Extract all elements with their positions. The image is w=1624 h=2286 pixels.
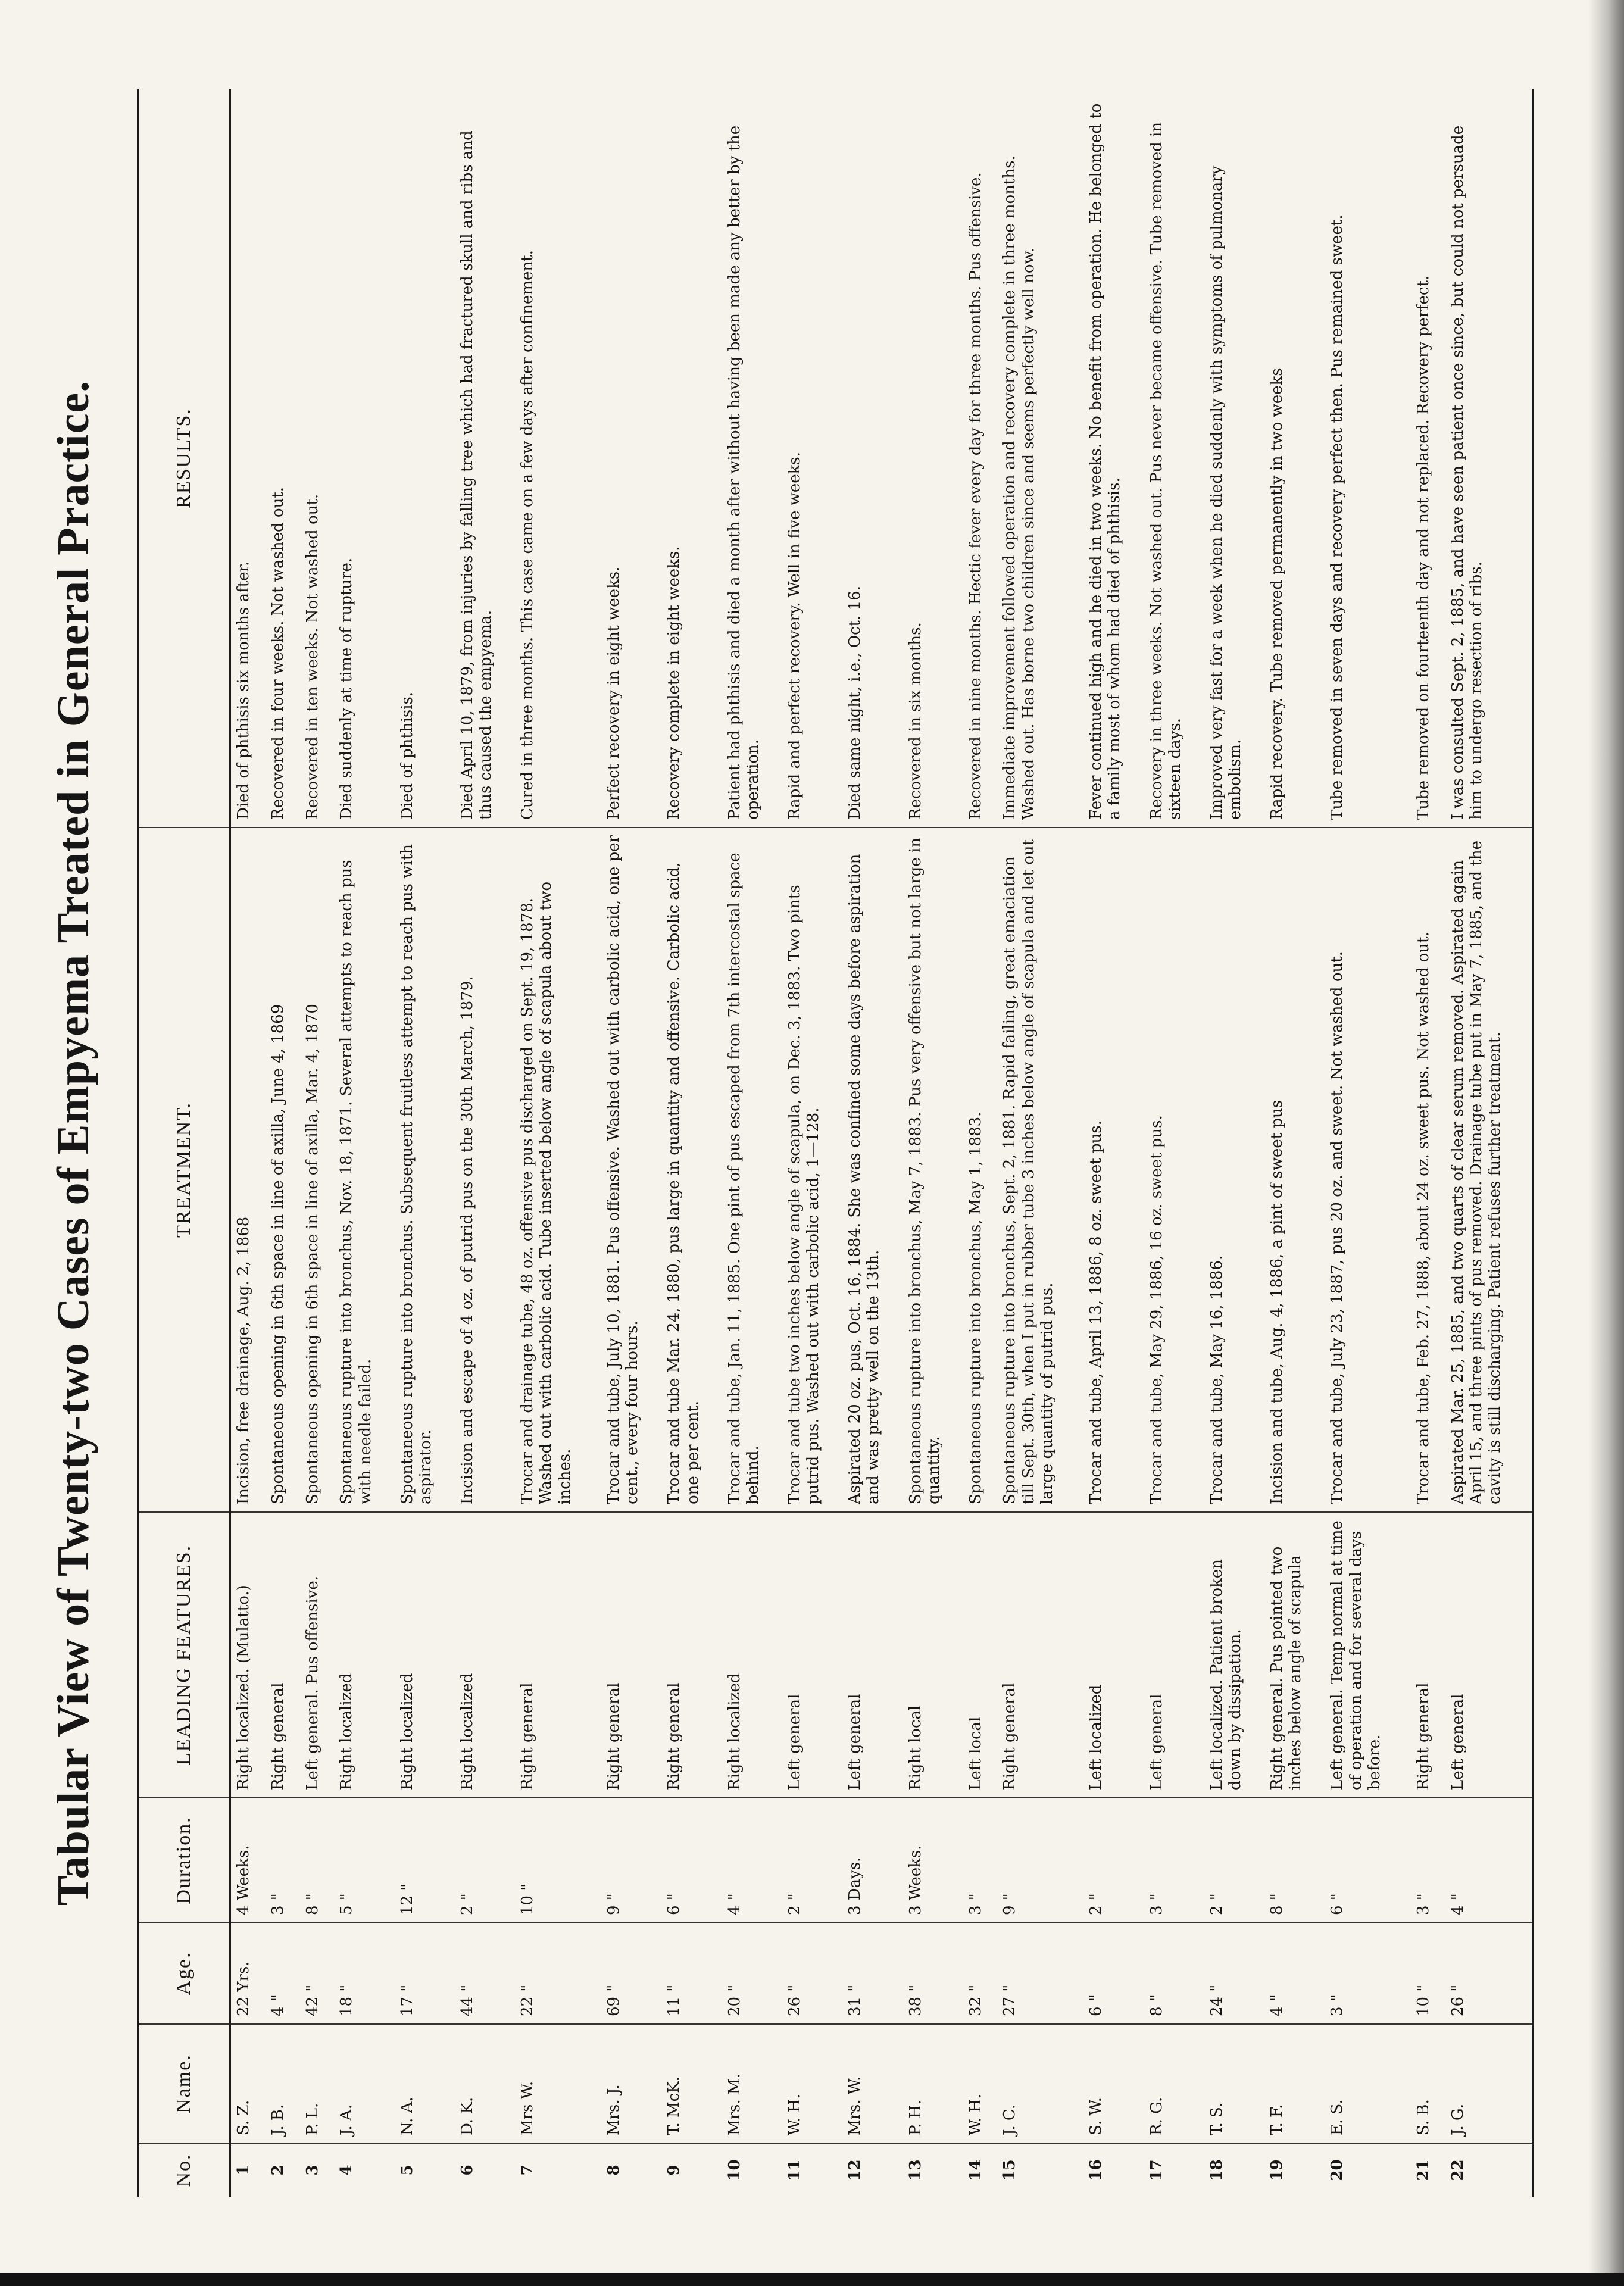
- case-duration: 3 ": [963, 1798, 998, 1923]
- table-row: [1204, 89, 1264, 2197]
- case-number: 8: [605, 2165, 623, 2176]
- leading-features: Right localized: [455, 1512, 515, 1798]
- patient-name: Mrs. W.: [842, 2024, 902, 2143]
- treatment-text: Trocar and tube, Jan. 11, 1885. One pint of pus escaped from 7th intercostal space behind.: [722, 827, 782, 1512]
- treatment-text: Aspirated 20 oz. pus, Oct. 16, 1884. She was confined some days before aspiration and was pretty well on the 13th.: [842, 827, 902, 1512]
- results-text: Patient had phthisis and died a month after without having been made any better by the operation.: [722, 89, 782, 827]
- header-age: Age.: [139, 1923, 230, 2024]
- case-number: 22: [1448, 2159, 1467, 2181]
- case-duration: 3 Days.: [842, 1798, 902, 1923]
- leading-features: Right localized: [722, 1512, 782, 1798]
- case-number: 9: [665, 2165, 683, 2176]
- table-row: [230, 89, 266, 2197]
- case-duration: 10 ": [515, 1798, 601, 1923]
- case-duration: 2 ": [1083, 1798, 1144, 1923]
- case-number: 17: [1147, 2159, 1166, 2181]
- patient-name: W. H.: [782, 2024, 842, 2143]
- treatment-text: Spontaneous rupture into bronchus, May 7, 1883. Pus very offensive but not large in quantity.: [903, 827, 963, 1512]
- case-duration: 3 ": [1144, 1798, 1204, 1923]
- case-number: 4: [338, 2165, 356, 2176]
- header-duration: Duration.: [139, 1798, 230, 1923]
- table-sheet: [36, 71, 1536, 2215]
- table-row: [1445, 89, 1532, 2197]
- patient-age: 26 ": [782, 1923, 842, 2024]
- table-body: [230, 89, 1532, 2197]
- treatment-text: Spontaneous rupture into bronchus, Sept. 2, 1881. Rapid failing, great emaciation till Sept. 30th, when I put in rubber tube 3 inches below angle of scapula and let out large quantity of putrid pus.: [997, 827, 1083, 1512]
- results-text: Died same night, i.e., Oct. 16.: [842, 89, 902, 827]
- treatment-text: Trocar and tube, May 29, 1886, 16 oz. sweet pus.: [1144, 827, 1204, 1512]
- leading-features: Left localized: [1083, 1512, 1144, 1798]
- leading-features: Right general: [1411, 1512, 1445, 1798]
- patient-age: 6 ": [1083, 1923, 1144, 2024]
- table-row: [455, 89, 515, 2197]
- patient-name: P. H.: [903, 2024, 963, 2143]
- case-duration: 3 ": [266, 1798, 300, 1923]
- treatment-text: Trocar and tube two inches below angle of scapula, on Dec. 3, 1883. Two pints putrid pus. Washed out with carbolic acid, 1—128.: [782, 827, 842, 1512]
- results-text: Recovery in three weeks. Not washed out. Pus never became offensive. Tube removed in sixteen days.: [1144, 89, 1204, 827]
- results-text: Rapid and perfect recovery. Well in five weeks.: [782, 89, 842, 827]
- header-leading-features: LEADING FEATURES.: [139, 1512, 230, 1798]
- table-row: [661, 89, 722, 2197]
- patient-name: E. S.: [1325, 2024, 1411, 2143]
- case-number: 21: [1414, 2159, 1433, 2181]
- results-text: Fever continued high and he died in two weeks. No benefit from operation. He belonged to a family most of whom had died of phthisis.: [1083, 89, 1144, 827]
- case-duration: 8 ": [300, 1798, 335, 1923]
- leading-features: Left general. Pus offensive.: [300, 1512, 335, 1798]
- patient-name: P. L.: [300, 2024, 335, 2143]
- results-text: Recovered in ten weeks. Not washed out.: [300, 89, 335, 827]
- results-text: Recovery complete in eight weeks.: [661, 89, 722, 827]
- patient-name: R. G.: [1144, 2024, 1204, 2143]
- table-row: [782, 89, 842, 2197]
- treatment-text: Trocar and tube, May 16, 1886.: [1204, 827, 1264, 1512]
- leading-features: Right general: [515, 1512, 601, 1798]
- patient-age: 44 ": [455, 1923, 515, 2024]
- treatment-text: Trocar and tube, Feb. 27, 1888, about 24 oz. sweet pus. Not washed out.: [1411, 827, 1445, 1512]
- header-name: Name.: [139, 2024, 230, 2143]
- case-duration: 9 ": [997, 1798, 1083, 1923]
- results-text: Perfect recovery in eight weeks.: [601, 89, 661, 827]
- patient-name: T. F.: [1264, 2024, 1325, 2143]
- table-row: [1411, 89, 1445, 2197]
- case-duration: 4 Weeks.: [230, 1798, 266, 1923]
- case-duration: 2 ": [455, 1798, 515, 1923]
- treatment-text: Aspirated Mar. 25, 1885, and two quarts of clear serum removed. Aspirated again April 15, and three pints of pus removed. Drainage tube put in May 7, 1885, and the cavity is still discharging. Patient refuses further treatment.: [1445, 827, 1532, 1512]
- leading-features: Left localized. Patient broken down by dissipation.: [1204, 1512, 1264, 1798]
- patient-name: W. H.: [963, 2024, 998, 2143]
- page-edge-shadow: [1588, 0, 1624, 2286]
- cases-table: [139, 89, 1532, 2197]
- header-no: No.: [139, 2143, 230, 2197]
- patient-name: J. G.: [1445, 2024, 1532, 2143]
- leading-features: Left general: [842, 1512, 902, 1798]
- patient-name: T. McK.: [661, 2024, 722, 2143]
- treatment-text: Trocar and drainage tube, 48 oz. offensive pus discharged on Sept. 19, 1878. Washed out with carbolic acid. Tube inserted below angle of scapula about two inches.: [515, 827, 601, 1512]
- case-number: 12: [846, 2159, 864, 2181]
- leading-features: Right general: [661, 1512, 722, 1798]
- table-row: [1144, 89, 1204, 2197]
- treatment-text: Spontaneous rupture into bronchus, May 1, 1883.: [963, 827, 998, 1512]
- results-text: Cured in three months. This case came on a few days after confinement.: [515, 89, 601, 827]
- patient-name: J. B.: [266, 2024, 300, 2143]
- results-text: Immediate improvement followed operation and recovery complete in three months. Washed out. Has borne two children since and seems perfectly well now.: [997, 89, 1083, 827]
- patient-name: N. A.: [395, 2024, 455, 2143]
- case-number: 10: [725, 2159, 744, 2181]
- leading-features: Right general. Pus pointed two inches below angle of scapula: [1264, 1512, 1325, 1798]
- patient-age: 22 ": [515, 1923, 601, 2024]
- cases-table-frame: [137, 89, 1534, 2197]
- table-row: [903, 89, 963, 2197]
- table-row: [515, 89, 601, 2197]
- scan-border: [0, 2273, 1624, 2286]
- case-number: 16: [1087, 2159, 1105, 2181]
- patient-age: 3 ": [1325, 1923, 1411, 2024]
- patient-age: 32 ": [963, 1923, 998, 2024]
- case-duration: 3 Weeks.: [903, 1798, 963, 1923]
- case-duration: 6 ": [661, 1798, 722, 1923]
- patient-name: Mrs. M.: [722, 2024, 782, 2143]
- leading-features: Right general: [997, 1512, 1083, 1798]
- patient-age: 11 ": [661, 1923, 722, 2024]
- patient-age: 26 ": [1445, 1923, 1532, 2024]
- treatment-text: Trocar and tube, April 13, 1886, 8 oz. sweet pus.: [1083, 827, 1144, 1512]
- patient-name: S. Z.: [230, 2024, 266, 2143]
- case-duration: 8 ": [1264, 1798, 1325, 1923]
- patient-age: 10 ": [1411, 1923, 1445, 2024]
- table-row: [722, 89, 782, 2197]
- treatment-text: Trocar and tube, July 10, 1881. Pus offensive. Washed out with carbolic acid, one per cent., every four hours.: [601, 827, 661, 1512]
- treatment-text: Trocar and tube Mar. 24, 1880, pus large in quantity and offensive. Carbolic acid, one per cent.: [661, 827, 722, 1512]
- patient-age: 8 ": [1144, 1923, 1204, 2024]
- case-number: 6: [458, 2165, 476, 2176]
- results-text: Rapid recovery. Tube removed permanently in two weeks: [1264, 89, 1325, 827]
- patient-age: 4 ": [1264, 1923, 1325, 2024]
- case-duration: 3 ": [1411, 1798, 1445, 1923]
- case-number: 5: [398, 2165, 416, 2176]
- treatment-text: Incision, free drainage, Aug. 2, 1868: [230, 827, 266, 1512]
- case-number: 15: [1001, 2159, 1019, 2181]
- table-row: [601, 89, 661, 2197]
- leading-features: Right general: [266, 1512, 300, 1798]
- patient-age: 38 ": [903, 1923, 963, 2024]
- treatment-text: Spontaneous rupture into bronchus. Subsequent fruitless attempt to reach pus with aspirator.: [395, 827, 455, 1512]
- treatment-text: Incision and escape of 4 oz. of putrid pus on the 30th March, 1879.: [455, 827, 515, 1512]
- patient-age: 18 ": [334, 1923, 394, 2024]
- header-treatment: TREATMENT.: [139, 827, 230, 1512]
- case-number: 7: [519, 2165, 537, 2176]
- results-text: Died of phthisis six months after.: [230, 89, 266, 827]
- leading-features: Left general: [782, 1512, 842, 1798]
- results-text: Died April 10, 1879, from injuries by falling tree which had fractured skull and ribs and thus caused the empyema.: [455, 89, 515, 827]
- results-text: Tube removed on fourteenth day and not replaced. Recovery perfect.: [1411, 89, 1445, 827]
- leading-features: Right localized: [334, 1512, 394, 1798]
- case-number: 18: [1207, 2159, 1226, 2181]
- leading-features: Left general: [1144, 1512, 1204, 1798]
- case-number: 3: [303, 2165, 321, 2176]
- table-row: [997, 89, 1083, 2197]
- results-text: Tube removed in seven days and recovery perfect then. Pus remained sweet.: [1325, 89, 1411, 827]
- case-duration: 5 ": [334, 1798, 394, 1923]
- leading-features: Left general. Temp normal at time of operation and for several days before.: [1325, 1512, 1411, 1798]
- results-text: Died of phthisis.: [395, 89, 455, 827]
- leading-features: Right localized. (Mulatto.): [230, 1512, 266, 1798]
- treatment-text: Spontaneous opening in 6th space in line of axilla, Mar. 4, 1870: [300, 827, 335, 1512]
- results-text: Recovered in six months.: [903, 89, 963, 827]
- header-row: [139, 89, 230, 2197]
- patient-name: D. K.: [455, 2024, 515, 2143]
- leading-features: Right general: [601, 1512, 661, 1798]
- leading-features: Right local: [903, 1512, 963, 1798]
- patient-name: T. S.: [1204, 2024, 1264, 2143]
- case-number: 11: [785, 2159, 804, 2181]
- patient-name: S. B.: [1411, 2024, 1445, 2143]
- case-number: 13: [906, 2159, 925, 2181]
- case-duration: 4 ": [1445, 1798, 1532, 1923]
- leading-features: Left general: [1445, 1512, 1532, 1798]
- treatment-text: Trocar and tube, July 23, 1887, pus 20 oz. and sweet. Not washed out.: [1325, 827, 1411, 1512]
- patient-name: Mrs. J.: [601, 2024, 661, 2143]
- page-title: Tabular View of Twenty-two Cases of Empyema Treated in General Practice.: [48, 380, 98, 1906]
- patient-name: J. A.: [334, 2024, 394, 2143]
- patient-age: 31 ": [842, 1923, 902, 2024]
- patient-age: 20 ": [722, 1923, 782, 2024]
- table-row: [266, 89, 300, 2197]
- patient-age: 4 ": [266, 1923, 300, 2024]
- case-duration: 9 ": [601, 1798, 661, 1923]
- treatment-text: Incision and tube, Aug. 4, 1886, a pint of sweet pus: [1264, 827, 1325, 1512]
- results-text: Recovered in four weeks. Not washed out.: [266, 89, 300, 827]
- results-text: I was consulted Sept. 2, 1885, and have seen patient once since, but could not persuade him to undergo resection of ribs.: [1445, 89, 1532, 827]
- table-row: [1264, 89, 1325, 2197]
- table-row: [1325, 89, 1411, 2197]
- case-duration: 6 ": [1325, 1798, 1411, 1923]
- results-text: Recovered in nine months. Hectic fever every day for three months. Pus offensive.: [963, 89, 998, 827]
- case-number: 19: [1268, 2159, 1286, 2181]
- header-results: RESULTS.: [139, 89, 230, 827]
- patient-age: 42 ": [300, 1923, 335, 2024]
- table-row: [395, 89, 455, 2197]
- results-text: Improved very fast for a week when he died suddenly with symptoms of pulmonary embolism.: [1204, 89, 1264, 827]
- treatment-text: Spontaneous opening in 6th space in line of axilla, June 4, 1869: [266, 827, 300, 1512]
- table-row: [842, 89, 902, 2197]
- case-duration: 2 ": [782, 1798, 842, 1923]
- case-number: 20: [1328, 2159, 1347, 2181]
- treatment-text: Spontaneous rupture into bronchus, Nov. 18, 1871. Several attempts to reach pus with needle failed.: [334, 827, 394, 1512]
- patient-name: S. W.: [1083, 2024, 1144, 2143]
- patient-age: 22 Yrs.: [230, 1923, 266, 2024]
- case-duration: 12 ": [395, 1798, 455, 1923]
- case-number: 2: [269, 2165, 288, 2176]
- patient-name: J. C.: [997, 2024, 1083, 2143]
- patient-age: 17 ": [395, 1923, 455, 2024]
- patient-age: 69 ": [601, 1923, 661, 2024]
- case-duration: 4 ": [722, 1798, 782, 1923]
- table-row: [334, 89, 394, 2197]
- patient-age: 24 ": [1204, 1923, 1264, 2024]
- case-number: 1: [235, 2165, 252, 2176]
- table-row: [300, 89, 335, 2197]
- case-duration: 2 ": [1204, 1798, 1264, 1923]
- leading-features: Left local: [963, 1512, 998, 1798]
- table-row: [1083, 89, 1144, 2197]
- table-row: [963, 89, 998, 2197]
- patient-age: 27 ": [997, 1923, 1083, 2024]
- results-text: Died suddenly at time of rupture.: [334, 89, 394, 827]
- patient-name: Mrs W.: [515, 2024, 601, 2143]
- case-number: 14: [966, 2159, 985, 2181]
- leading-features: Right localized: [395, 1512, 455, 1798]
